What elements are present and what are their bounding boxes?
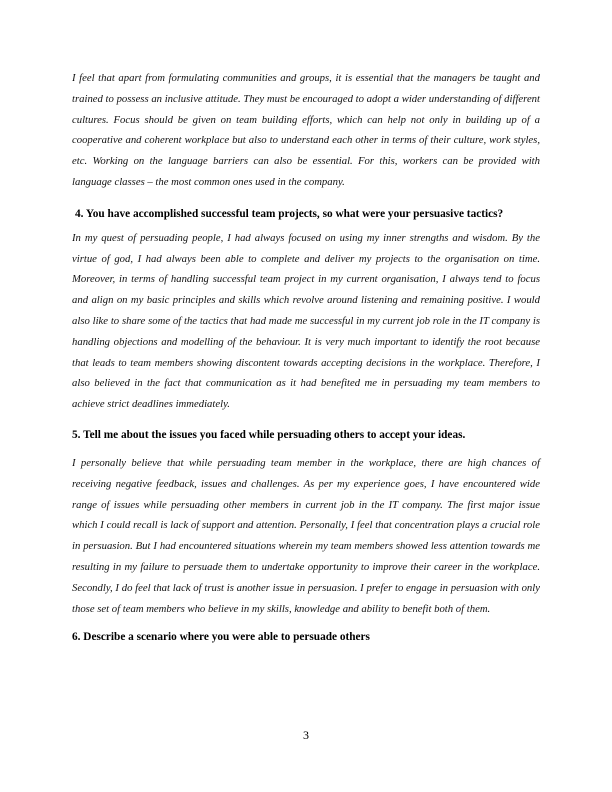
- question-5-heading: 5. Tell me about the issues you faced while persuading others to accept your ideas.: [72, 428, 466, 441]
- paragraph-inclusive-attitude: I feel that apart from formulating communities and groups, it is essential that the managers be taught and trained to possess an inclusive attitude. They must be encouraged to adopt a wider understanding of different cultures. Focus should be given on team building efforts, which can help not only in building up of a cooperative and coherent workplace but also to understand each other in terms of their culture, work styles, etc. Working on the language barriers can also be essential. For this, workers can be provided with language classes – the most common ones used in the company.: [72, 72, 540, 188]
- page-body: [72, 68, 540, 645]
- answer-4-paragraph: In my quest of persuading people, I had always focused on using my inner strengths and wisdom. By the virtue of god, I had always been able to complete and deliver my projects to the organisation on time. Moreover, in terms of handling successful team project in my current organisation, I always tend to focus and align on my basic principles and skills which revolve around listening and remaining positive. I would also like to share some of the tactics that had made me successful in my current job role in the IT company is handling objections and modelling of the behaviour. It is very much important to identify the root because that leads to team members showing discontent towards accepting decisions in the workplace. Therefore, I also believed in the fact that communication as it had benefited me in persuading my team members to achieve strict deadlines immediately.: [72, 231, 540, 411]
- question-6-heading: 6. Describe a scenario where you were able to persuade others: [72, 631, 370, 644]
- answer-5-paragraph: I personally believe that while persuading team member in the workplace, there are high chances of receiving negative feedback, issues and challenges. As per my experience goes, I have encountered wide range of issues while persuading other members in current job in the IT company. The first major issue which I could recall is lack of support and attention. Personally, I feel that concentration plays a crucial role in persuasion. But I had encountered situations wherein my team members showed less attention towards me resulting in my failure to persuade them to undertake opportunity to improve their career in the workplace. Secondly, I do feel that lack of trust is another issue in persuasion. I prefer to engage in persuasion with only those set of team members who believe in my skills, knowledge and ability to benefit both of them.: [72, 456, 540, 615]
- question-4-heading: 4. You have accomplished successful team projects, so what were your persuasive tactics?: [75, 207, 504, 220]
- page-number: 3: [303, 728, 309, 742]
